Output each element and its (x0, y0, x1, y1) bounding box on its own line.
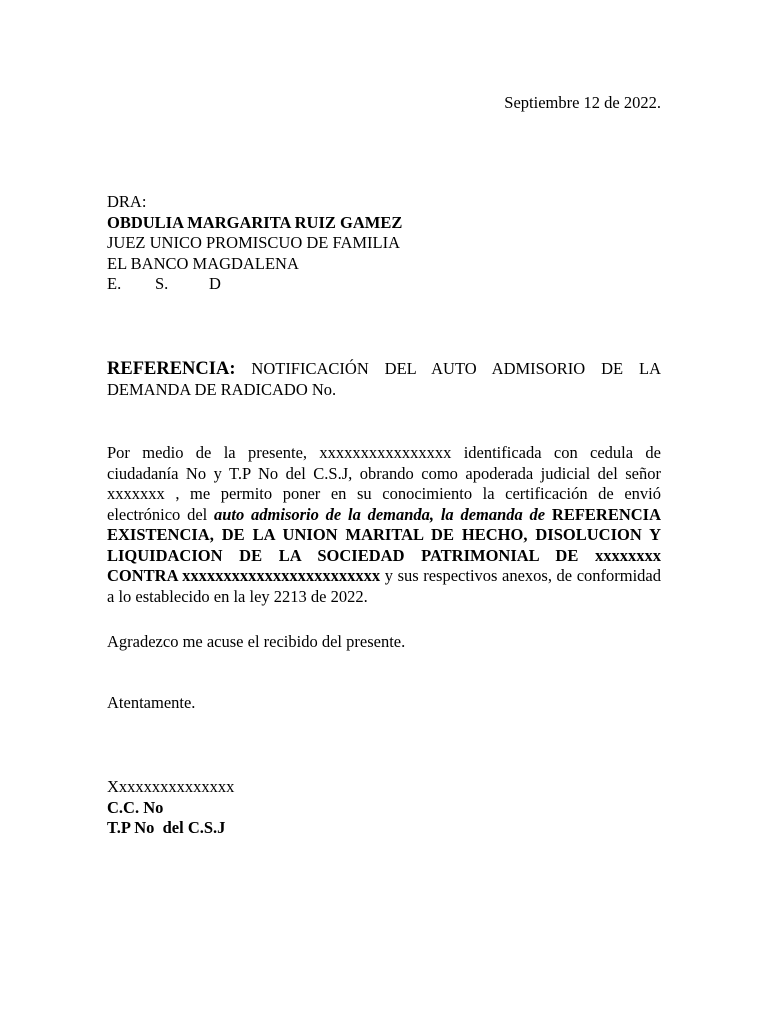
recipient-esd (107, 274, 667, 295)
recipient-position: JUEZ UNICO PROMISCUO DE FAMILIA (107, 233, 401, 252)
recipient-location: EL BANCO MAGDALENA (107, 253, 299, 273)
signature-name: Xxxxxxxxxxxxxxx (107, 777, 235, 796)
body-emphasis-bold: REFERENCIA EXISTENCIA, DE LA UNION MARITAL DE HECHO, DISOLUCION Y LIQUIDACION DE LA SOCIEDAD PATRIMONIAL DE xxxxxxxx CONTRA xxxxxxxxxxxxxxxxxxxxxxxx (107, 504, 661, 585)
recipient-block (107, 192, 667, 295)
esd-s: S. (155, 274, 169, 293)
signature-cc: C.C. No (107, 797, 164, 817)
reference-paragraph (107, 359, 661, 400)
signature-block (107, 777, 234, 839)
esd-d: D (209, 274, 221, 293)
body-emphasis-italic: auto admisorio de la demanda, la demanda de (214, 504, 546, 524)
thanks-line: Agradezco me acuse el recibido del presente. (107, 632, 406, 651)
body-paragraph (107, 443, 661, 607)
letter-date: Septiembre 12 de 2022. (504, 93, 661, 112)
esd-e: E. (107, 274, 122, 293)
recipient-title: DRA: (107, 192, 147, 211)
reference-text: NOTIFICACIÓN DEL AUTO ADMISORIO DE LA DEMANDA DE RADICADO No. (107, 359, 661, 399)
body-text-part2: y sus respectivos anexos, de conformidad a lo establecido en la ley 2213 de 2022. (107, 566, 662, 606)
recipient-name: OBDULIA MARGARITA RUIZ GAMEZ (107, 212, 403, 232)
signature-tp: T.P No del C.S.J (107, 818, 226, 837)
body-text-part1: Por medio de la presente, xxxxxxxxxxxxxxxx identificada con cedula de ciudadanía No y T.P No del C.S.J, obrando como apoderada judicial del señor xxxxxxx , me permito poner en su conocimiento la certificación de envió electrónico del (107, 443, 661, 524)
reference-label: REFERENCIA: (107, 359, 236, 379)
closing-line: Atentamente. (107, 693, 196, 712)
